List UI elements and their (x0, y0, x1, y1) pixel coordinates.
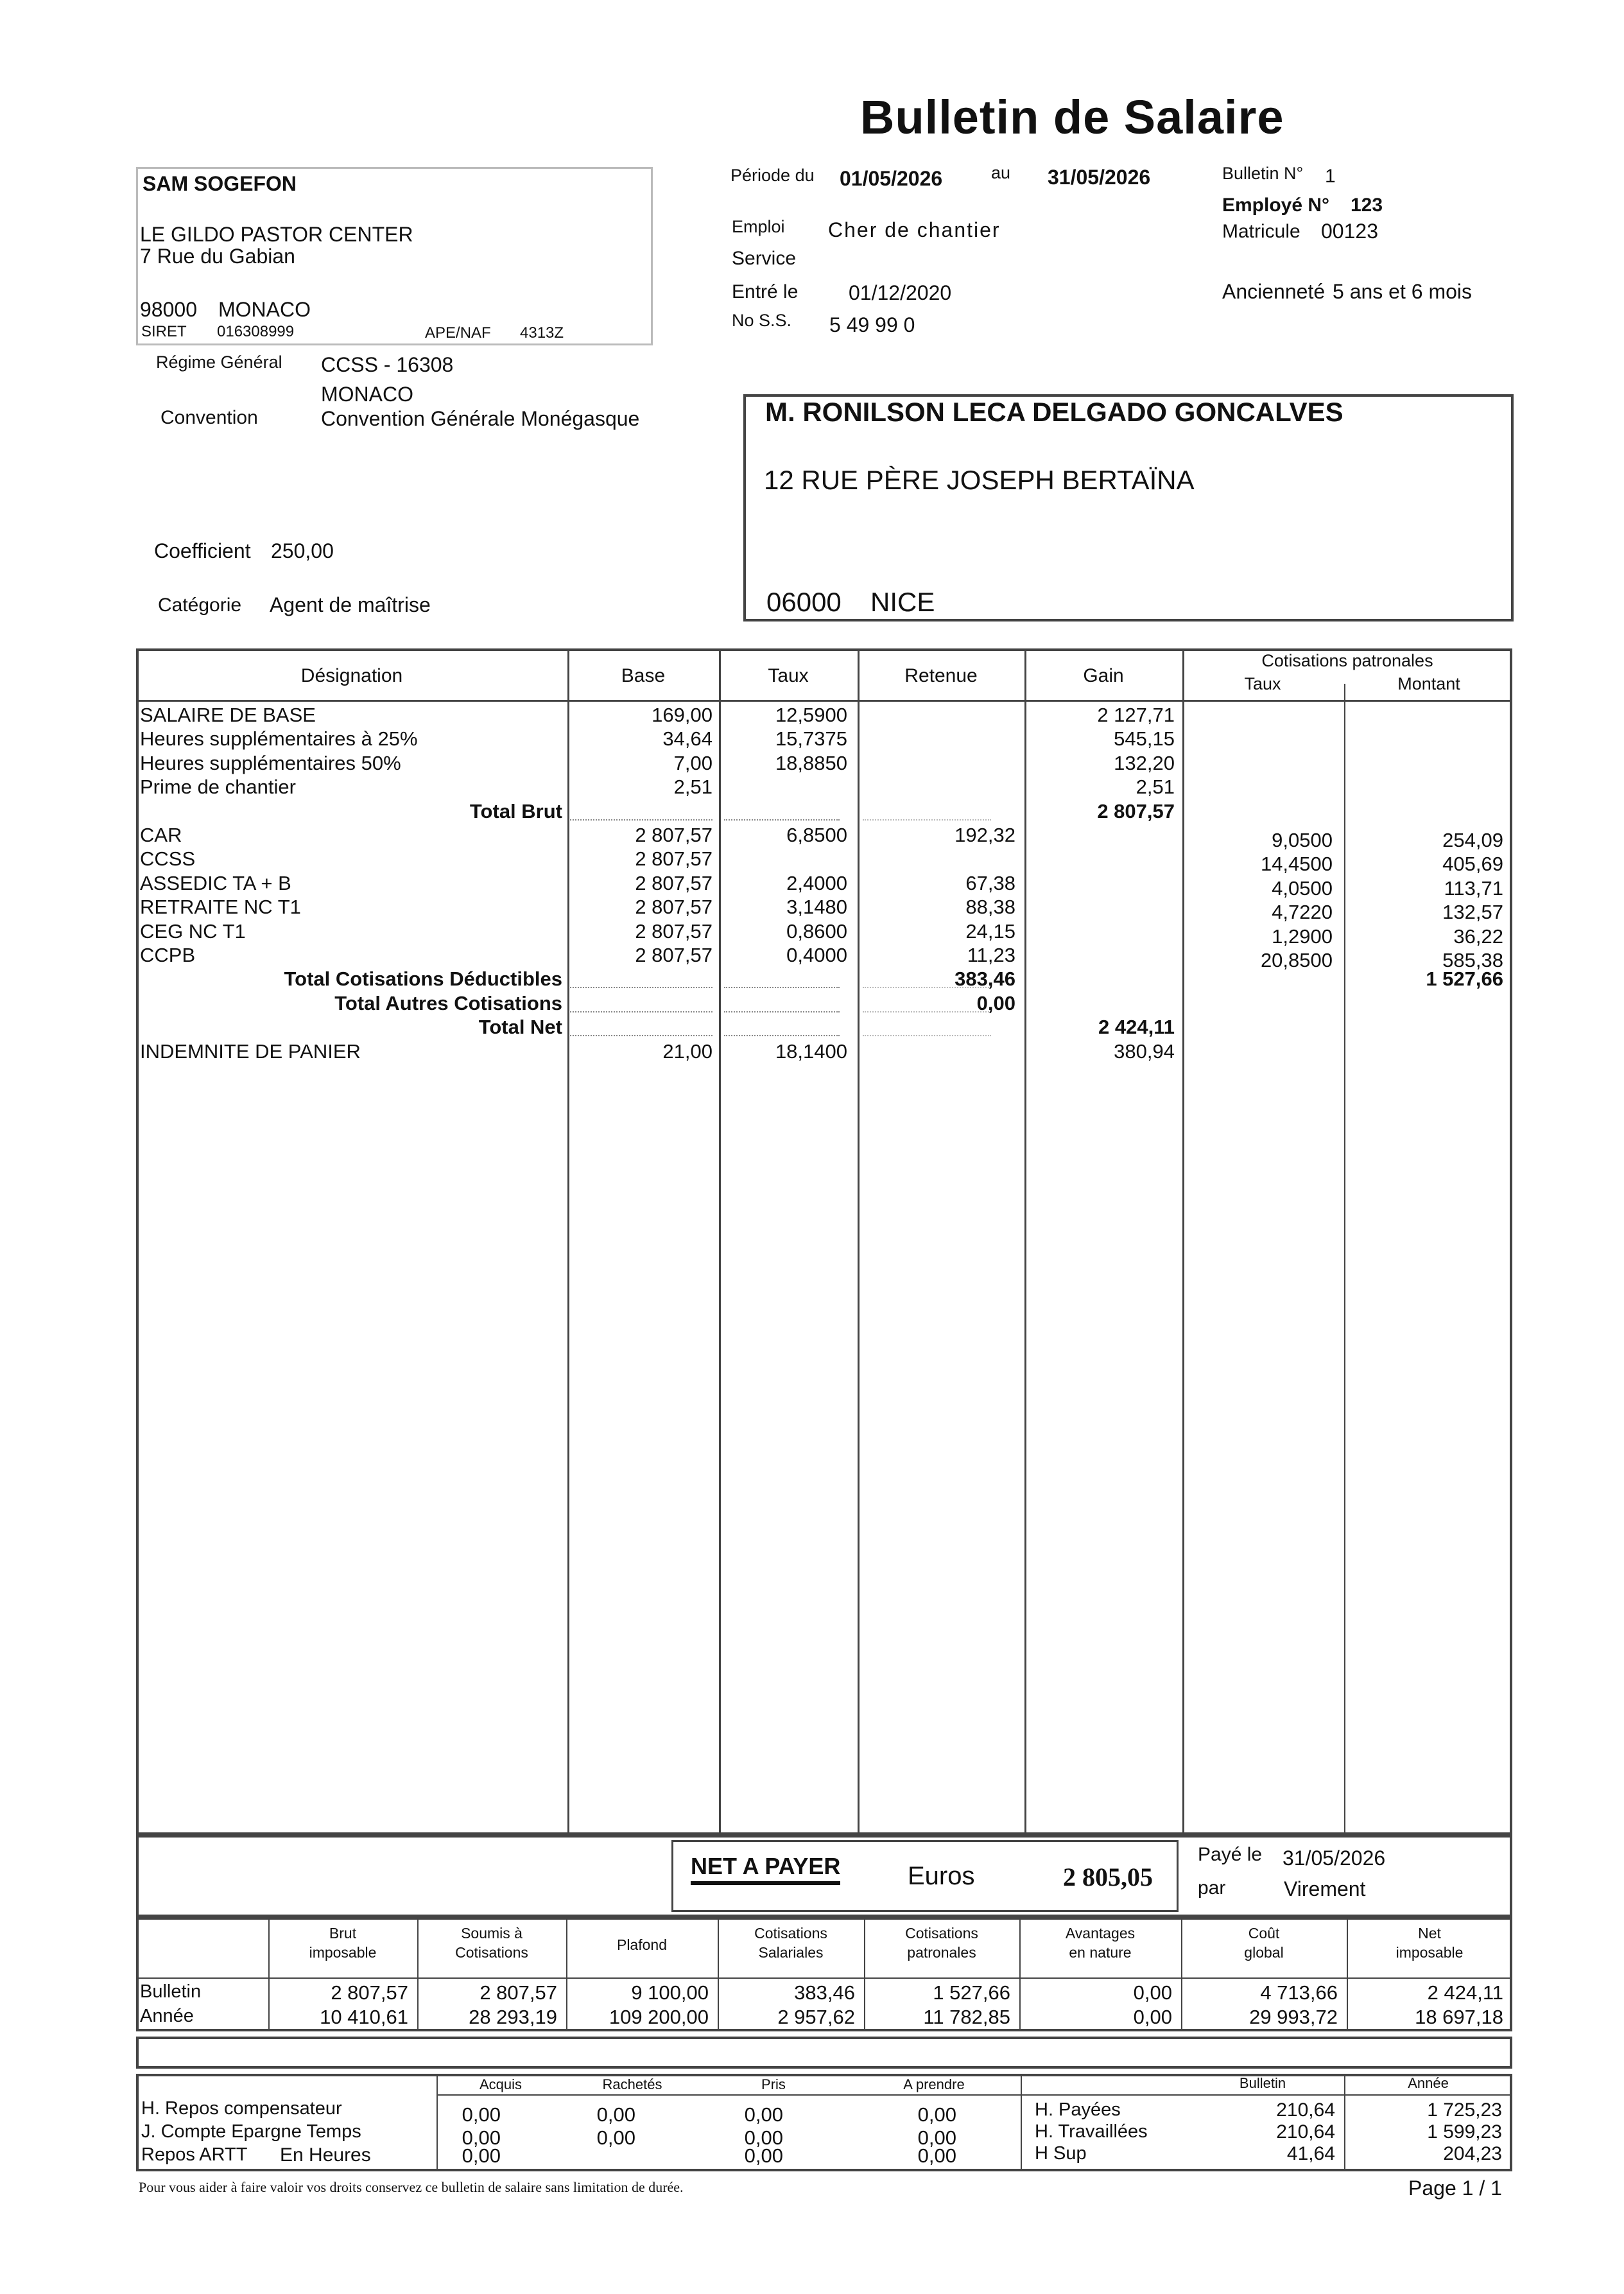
row-designation: RETRAITE NC T1 (140, 896, 301, 919)
convention-label: Convention (160, 407, 258, 428)
convention-value: Convention Générale Monégasque (321, 407, 640, 430)
employer-name: SAM SOGEFON (143, 172, 297, 195)
header-gain: Gain (1083, 665, 1124, 686)
summary-header: Soumis à Cotisations (455, 1925, 528, 1961)
categorie-value: Agent de maîtrise (270, 593, 431, 616)
row-gain: 545,15 (1114, 727, 1175, 751)
hours-row-label: H. Payées (1035, 2099, 1121, 2120)
row-patronal-montant: 585,38 (1442, 949, 1503, 971)
period-label: Période du (730, 166, 815, 185)
emploi-label: Emploi (732, 217, 785, 236)
row-taux: 0,8600 (786, 919, 847, 943)
ss-label: No S.S. (732, 311, 792, 330)
summary-cell: 4 713,66 (1260, 1981, 1338, 2004)
row-leader (724, 987, 840, 988)
conges-cell: 0,00 (462, 2103, 501, 2126)
hours-row-label: H. Travaillées (1035, 2121, 1148, 2142)
conges-row-label: Repos ARTT (141, 2144, 248, 2165)
summary-header: Avantages en nature (1065, 1925, 1136, 1961)
row-designation: Total Cotisations Déductibles (284, 968, 562, 991)
regime-value: CCSS - 16308 (321, 353, 454, 376)
conges-header: Acquis (479, 2076, 523, 2092)
coefficient-value: 250,00 (271, 539, 334, 562)
document-title: Bulletin de Salaire (860, 91, 1284, 144)
row-gain: 380,94 (1114, 1039, 1175, 1063)
row-gain: 2,51 (1136, 776, 1175, 799)
summary-header: Coût global (1244, 1925, 1284, 1961)
row-designation: Prime de chantier (140, 776, 296, 799)
header-taux: Taux (768, 665, 809, 686)
row-taux: 3,1480 (786, 896, 847, 919)
row-taux: 12,5900 (775, 704, 847, 726)
row-designation: CCPB (140, 944, 196, 966)
row-patronal-taux: 4,0500 (1272, 876, 1333, 899)
summary-row-label: Bulletin (140, 1981, 202, 2002)
row-taux: 2,4000 (786, 871, 847, 894)
employe-label: Employé N° (1222, 195, 1330, 216)
row-retenue: 383,46 (955, 968, 1015, 991)
matricule-label: Matricule (1222, 221, 1300, 242)
period-au-label: au (991, 163, 1011, 182)
row-patronal-montant: 254,09 (1442, 829, 1503, 851)
row-retenue: 24,15 (965, 919, 1015, 943)
ape-label: APE/NAF (425, 324, 491, 342)
row-gain: 132,20 (1114, 751, 1175, 774)
hours-cell: 41,64 (1286, 2143, 1335, 2164)
employer-address1: LE GILDO PASTOR CENTER (140, 223, 413, 246)
row-base: 2 807,57 (635, 847, 713, 871)
conges-header: Pris (761, 2076, 786, 2092)
row-leader (724, 819, 840, 821)
summary-cell: 9 100,00 (631, 1981, 709, 2004)
summary-header: Cotisations patronales (905, 1925, 978, 1961)
net-amount: 2 805,05 (1063, 1863, 1153, 1891)
summary-cell: 2 807,57 (479, 1981, 557, 2004)
summary-header: Brut imposable (309, 1925, 377, 1961)
row-retenue: 0,00 (976, 991, 1015, 1014)
row-patronal-taux: 4,7220 (1272, 901, 1333, 924)
employer-postal: 98000 (140, 298, 197, 321)
row-taux: 0,4000 (786, 944, 847, 966)
coefficient-label: Coefficient (154, 539, 251, 562)
conges-cell: 0,00 (744, 2126, 783, 2149)
row-gain: 2 807,57 (1097, 799, 1175, 822)
employer-address2: 7 Rue du Gabian (140, 245, 295, 268)
row-leader (863, 1035, 991, 1036)
summary-cell: 0,00 (1133, 2006, 1172, 2028)
net-currency: Euros (908, 1862, 975, 1890)
par-label: par (1198, 1877, 1226, 1899)
hours-header: Année (1408, 2075, 1449, 2091)
conges-row-label: J. Compte Epargne Temps (141, 2121, 361, 2142)
row-designation: Heures supplémentaires 50% (140, 751, 401, 774)
conges-cell: 0,00 (744, 2103, 783, 2126)
summary-header: Net imposable (1395, 1925, 1464, 1961)
conges-row-label2: En Heures (280, 2144, 371, 2166)
blank-bar (136, 2037, 1512, 2069)
conges-header: A prendre (903, 2076, 965, 2092)
emploi-value: Cher de chantier (828, 218, 1001, 241)
footer-note: Pour vous aider à faire valoir vos droits conservez ce bulletin de salaire sans limitation de durée. (139, 2179, 684, 2195)
hours-cell: 210,64 (1276, 2121, 1335, 2142)
summary-cell: 18 697,18 (1415, 2006, 1503, 2028)
employee-postal: 06000 (766, 587, 842, 617)
row-designation: Total Net (478, 1016, 562, 1039)
summary-header-line (136, 1977, 1512, 1979)
conges-cell: 0,00 (462, 2126, 501, 2149)
row-leader (570, 987, 713, 988)
categorie-label: Catégorie (158, 595, 242, 616)
summary-cell: 2 957,62 (777, 2006, 855, 2028)
row-patronal-montant: 405,69 (1442, 853, 1503, 876)
row-patronal-taux: 14,4500 (1260, 853, 1333, 876)
row-designation: CAR (140, 824, 182, 846)
summary-cell: 0,00 (1133, 1981, 1172, 2004)
row-taux: 18,8850 (775, 751, 847, 774)
row-patronal-montant: 132,57 (1442, 901, 1503, 924)
conges-header-line (436, 2094, 1512, 2096)
summary-cell: 28 293,19 (469, 2006, 557, 2028)
conges-cell: 0,00 (744, 2144, 783, 2167)
row-leader (724, 1011, 840, 1012)
row-patronal-montant: 1 527,66 (1426, 968, 1503, 991)
hours-cell: 1 725,23 (1427, 2099, 1502, 2121)
hours-cell: 204,23 (1443, 2143, 1502, 2164)
conges-cell: 0,00 (917, 2144, 956, 2167)
row-retenue: 67,38 (965, 871, 1015, 894)
net-label: NET A PAYER (691, 1853, 840, 1885)
hours-header: Bulletin (1239, 2075, 1286, 2091)
conges-cell: 0,00 (917, 2126, 956, 2149)
row-designation: Total Autres Cotisations (334, 991, 562, 1014)
row-base: 169,00 (652, 704, 713, 726)
hours-cell: 1 599,23 (1427, 2121, 1502, 2142)
header-patronales: Cotisations patronales (1261, 651, 1433, 670)
row-patronal-montant: 36,22 (1453, 925, 1503, 948)
summary-header: Plafond (616, 1936, 667, 1953)
row-base: 7,00 (673, 751, 713, 774)
employee-name: M. RONILSON LECA DELGADO GONCALVES (765, 397, 1343, 427)
hours-cell: 210,64 (1276, 2099, 1335, 2121)
row-gain: 2 127,71 (1097, 704, 1175, 726)
row-designation: SALAIRE DE BASE (140, 704, 316, 726)
siret-value: 016308999 (217, 323, 295, 340)
paid-date: 31/05/2026 (1283, 1846, 1386, 1870)
matricule-value: 00123 (1321, 220, 1378, 243)
header-p-taux: Taux (1244, 674, 1281, 693)
summary-cell: 109 200,00 (609, 2006, 709, 2028)
row-base: 2 807,57 (635, 871, 713, 894)
row-base: 2 807,57 (635, 944, 713, 966)
summary-cell: 29 993,72 (1249, 2006, 1338, 2028)
employee-address: 12 RUE PÈRE JOSEPH BERTAÏNA (764, 465, 1195, 495)
header-retenue: Retenue (904, 665, 978, 686)
row-base: 21,00 (662, 1039, 713, 1063)
summary-cell: 11 782,85 (923, 2006, 1010, 2028)
ape-value: 4313Z (520, 324, 564, 342)
row-leader (724, 1035, 840, 1036)
conges-header: Rachetés (602, 2076, 662, 2092)
conges-row-label: H. Repos compensateur (141, 2098, 342, 2119)
row-base: 2 807,57 (635, 896, 713, 919)
hours-row-label: H Sup (1035, 2143, 1087, 2164)
row-patronal-taux: 20,8500 (1260, 949, 1333, 971)
paid-label: Payé le (1198, 1844, 1263, 1865)
anciennete-value: 5 ans et 6 mois (1333, 280, 1472, 303)
row-patronal-montant: 113,71 (1444, 876, 1503, 899)
summary-cell: 383,46 (794, 1981, 855, 2004)
bulletin-num: 1 (1325, 166, 1336, 187)
row-base: 2,51 (673, 776, 713, 799)
conges-cell: 0,00 (596, 2126, 635, 2149)
row-base: 34,64 (662, 727, 713, 751)
summary-header: Cotisations Salariales (754, 1925, 827, 1961)
row-retenue: 192,32 (955, 824, 1015, 846)
conges-cell: 0,00 (596, 2103, 635, 2126)
row-designation: INDEMNITE DE PANIER (140, 1039, 361, 1063)
row-leader (863, 819, 991, 821)
summary-cell: 2 424,11 (1427, 1981, 1503, 2004)
employee-box (743, 394, 1514, 621)
employer-city: MONACO (218, 298, 311, 321)
conges-cell: 0,00 (462, 2144, 501, 2167)
row-leader (570, 819, 713, 821)
employee-city: NICE (870, 587, 935, 617)
row-taux: 15,7375 (775, 727, 847, 751)
employe-num: 123 (1351, 195, 1383, 216)
row-base: 2 807,57 (635, 919, 713, 943)
row-designation: CEG NC T1 (140, 919, 246, 943)
siret-label: SIRET (141, 323, 187, 340)
row-designation: CCSS (140, 847, 196, 871)
header-designation: Désignation (300, 665, 403, 686)
period-to: 31/05/2026 (1048, 166, 1151, 189)
row-patronal-taux: 1,2900 (1272, 925, 1333, 948)
row-patronal-taux: 9,0500 (1272, 829, 1333, 851)
bulletin-num-label: Bulletin N° (1222, 164, 1304, 183)
regime-label: Régime Général (156, 352, 282, 372)
row-designation: Total Brut (469, 799, 562, 822)
summary-cell: 10 410,61 (320, 2006, 408, 2028)
ss-value: 5 49 99 0 (829, 313, 915, 336)
row-base: 2 807,57 (635, 824, 713, 846)
row-leader (570, 1011, 713, 1012)
row-taux: 18,1400 (775, 1039, 847, 1063)
summary-cell: 1 527,66 (933, 1981, 1010, 2004)
row-retenue: 11,23 (967, 944, 1015, 966)
conges-cell: 0,00 (917, 2103, 956, 2126)
row-leader (570, 1035, 713, 1036)
service-label: Service (732, 248, 797, 269)
entree-label: Entré le (732, 281, 799, 302)
row-taux: 6,8500 (786, 824, 847, 846)
header-base: Base (621, 665, 666, 686)
entree-value: 01/12/2020 (849, 281, 952, 304)
row-designation: Heures supplémentaires à 25% (140, 727, 418, 751)
summary-cell: 2 807,57 (331, 1981, 408, 2004)
summary-row-label: Année (140, 2006, 194, 2026)
anciennete-label: Ancienneté (1222, 280, 1326, 303)
conges-col-line (1021, 2074, 1022, 2171)
header-p-montant: Montant (1397, 674, 1460, 693)
regime-city: MONACO (321, 383, 413, 406)
row-retenue: 88,38 (965, 896, 1015, 919)
row-gain: 2 424,11 (1098, 1016, 1175, 1039)
row-designation: ASSEDIC TA + B (140, 871, 291, 894)
par-value: Virement (1284, 1877, 1366, 1900)
page-number: Page 1 / 1 (1408, 2177, 1502, 2200)
period-from: 01/05/2026 (840, 167, 943, 190)
